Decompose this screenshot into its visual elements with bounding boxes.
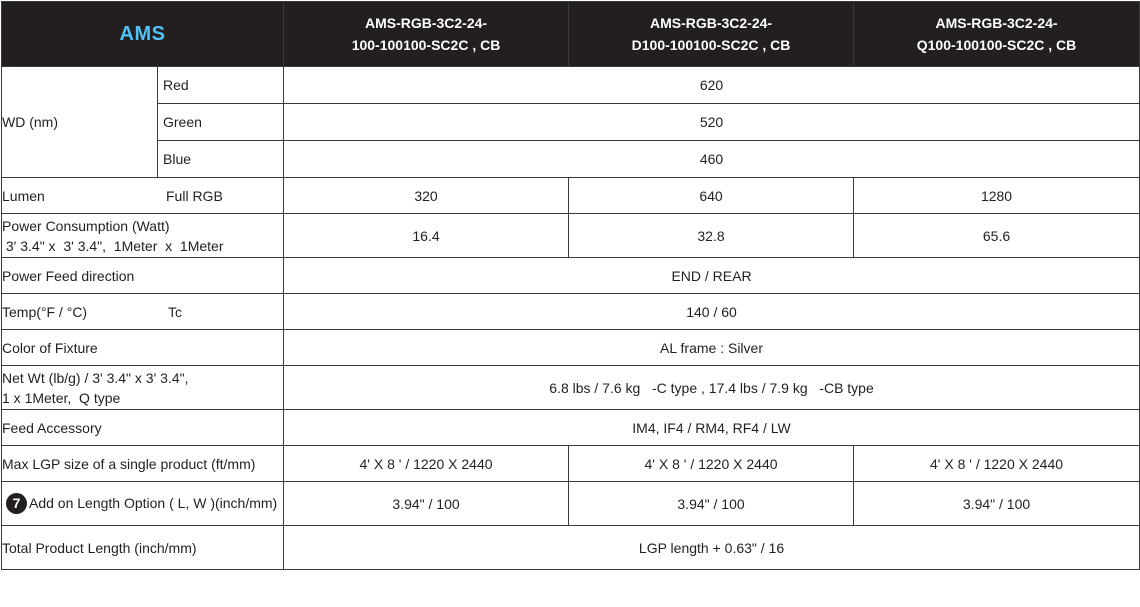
power-label-line2: 3' 3.4" x 3' 3.4", 1Meter x 1Meter [2, 237, 224, 254]
power-value-1: 16.4 [284, 214, 569, 258]
temp-value: 140 / 60 [284, 294, 1140, 330]
lumen-label-cell [2, 178, 284, 214]
model-3-line1: AMS-RGB-3C2-24- [935, 15, 1058, 31]
max-lgp-value-1: 4' X 8 ' / 1220 X 2440 [284, 446, 569, 482]
model-1-line1: AMS-RGB-3C2-24- [364, 15, 488, 31]
addon-length-value-3: 3.94" / 100 [854, 482, 1140, 526]
red-label: Red [158, 67, 284, 104]
feed-direction-label: Power Feed direction [2, 258, 284, 294]
temp-row [2, 294, 1140, 330]
lumen-value-2: 640 [569, 178, 854, 214]
model-header-2 [569, 2, 854, 67]
power-value-3: 65.6 [854, 214, 1140, 258]
wd-red-row [2, 67, 1140, 104]
red-value: 620 [284, 67, 1140, 104]
temp-sub-label: Tc [168, 303, 182, 320]
max-lgp-value-3: 4' X 8 ' / 1220 X 2440 [854, 446, 1140, 482]
total-length-label: Total Product Length (inch/mm) [2, 526, 284, 570]
addon-length-value-1: 3.94" / 100 [284, 482, 569, 526]
blue-value: 460 [284, 141, 1140, 178]
lumen-value-1: 320 [284, 178, 569, 214]
power-value-2: 32.8 [569, 214, 854, 258]
wd-label: WD (nm) [2, 67, 158, 178]
addon-length-label: Add on Length Option ( L, W )(inch/mm) [29, 494, 278, 511]
model-2-line2: D100-100100-SC2C , CB [631, 37, 791, 53]
net-weight-label-line2: 1 x 1Meter, Q type [2, 389, 121, 406]
max-lgp-label: Max LGP size of a single product (ft/mm) [2, 446, 284, 482]
net-weight-label-line1: Net Wt (lb/g) / 3' 3.4" x 3' 3.4", [2, 369, 189, 386]
net-weight-row [2, 366, 1140, 410]
addon-length-row [2, 482, 1140, 526]
net-weight-value: 6.8 lbs / 7.6 kg -C type , 17.4 lbs / 7.9 kg -CB type [284, 366, 1140, 410]
lumen-label: Lumen [2, 187, 45, 204]
lumen-sub-label: Full RGB [166, 187, 223, 204]
max-lgp-value-2: 4' X 8 ' / 1220 X 2440 [569, 446, 854, 482]
wd-green-row [2, 104, 1140, 141]
model-header-1 [284, 2, 569, 67]
wd-blue-row [2, 141, 1140, 178]
model-2-line1: AMS-RGB-3C2-24- [649, 15, 773, 31]
green-label: Green [158, 104, 284, 141]
model-1-line2: 100-100100-SC2C , CB [351, 37, 501, 53]
lumen-row [2, 178, 1140, 214]
number-7-badge-icon: 7 [6, 493, 27, 514]
feed-accessory-label: Feed Accessory [2, 410, 284, 446]
model-3-line2: Q100-100100-SC2C , CB [916, 37, 1077, 53]
model-header-3 [854, 2, 1140, 67]
net-weight-label-cell [2, 366, 284, 410]
power-row [2, 214, 1140, 258]
brand-header: AMS [2, 2, 284, 67]
spec-table [1, 1, 1140, 570]
color-label: Color of Fixture [2, 330, 284, 366]
feed-accessory-value: IM4, IF4 / RM4, RF4 / LW [284, 410, 1140, 446]
power-label-cell [2, 214, 284, 258]
feed-direction-value: END / REAR [284, 258, 1140, 294]
temp-label: Temp(°F / °C) [2, 303, 88, 320]
feed-accessory-row [2, 410, 1140, 446]
power-label-line1: Power Consumption (Watt) [2, 217, 170, 234]
green-value: 520 [284, 104, 1140, 141]
blue-label: Blue [158, 141, 284, 178]
max-lgp-row [2, 446, 1140, 482]
color-value: AL frame : Silver [284, 330, 1140, 366]
header-row [2, 2, 1140, 67]
addon-length-value-2: 3.94" / 100 [569, 482, 854, 526]
addon-length-label-cell [2, 482, 284, 526]
temp-label-cell [2, 294, 284, 330]
color-row [2, 330, 1140, 366]
feed-direction-row [2, 258, 1140, 294]
total-length-row [2, 526, 1140, 570]
total-length-value: LGP length + 0.63" / 16 [284, 526, 1140, 570]
lumen-value-3: 1280 [854, 178, 1140, 214]
